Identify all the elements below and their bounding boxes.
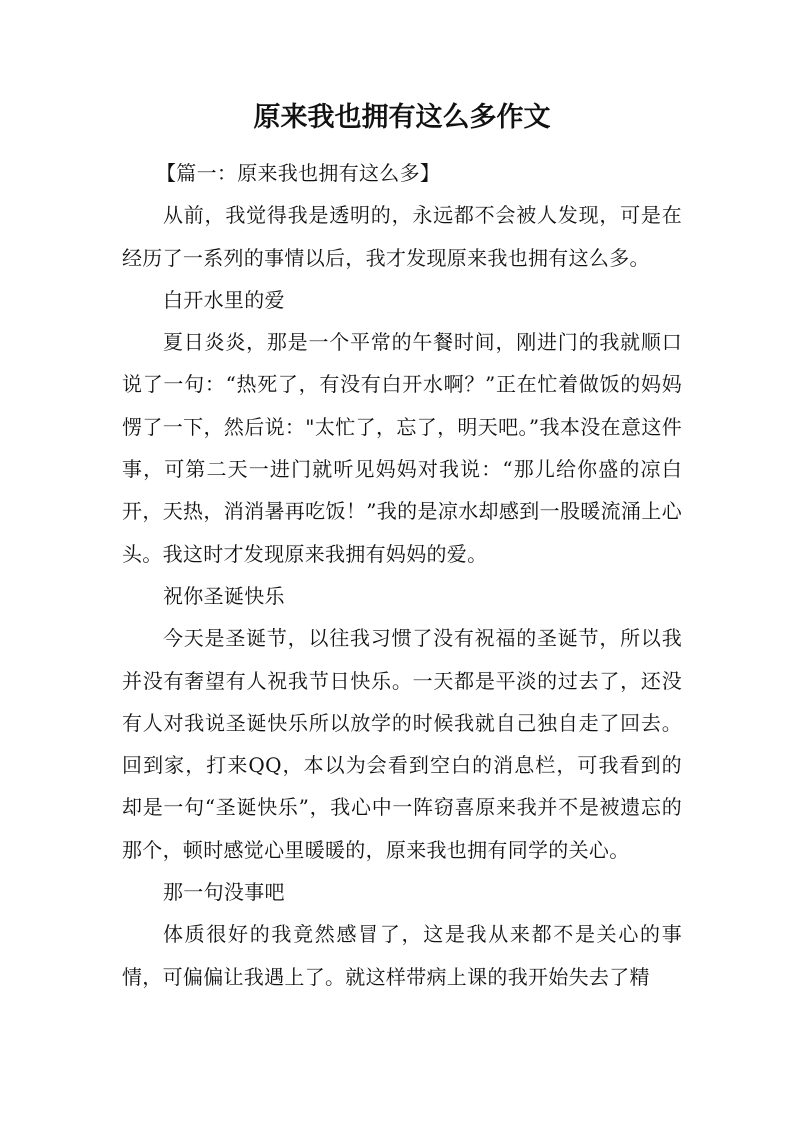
subheading-white-water: 白开水里的爱 — [163, 287, 285, 312]
body-paragraph: 夏日炎炎，那是一个平常的午餐时间，刚进门的我就顺口说了一句：“热死了，有没有白开水啊？”正在忙着做饭的妈妈愣了一下，然后说："太忙了，忘了，明天吧。”我本没在意这件事，可第二天一进门就听见妈妈对我说：“那儿给你盛的凉白开，天热，消消暑再吃饭！”我的是凉水却感到一股暖流涌上心头。我这时才发现原来我拥有妈妈的爱。 — [122, 330, 682, 566]
document-title: 原来我也拥有这么多作文 — [253, 102, 551, 133]
body-paragraph: 今天是圣诞节，以往我习惯了没有祝福的圣诞节，所以我并没有奢望有人祝我节日快乐。一天都是平淡的过去了，还没有人对我说圣诞快乐所以放学的时候我就自己独自走了回去。回到家，打来QQ，本以为会看到空白的消息栏，可我看到的却是一句“圣诞快乐”，我心中一阵窃喜原来我并不是被遗忘的那个，顿时感觉心里暖暖的，原来我也拥有同学的关心。 — [122, 626, 682, 862]
section-label: 【篇一：原来我也拥有这么多】 — [156, 161, 441, 185]
subheading-are-you-ok: 那一句没事吧 — [163, 880, 285, 905]
document-body — [122, 152, 682, 998]
subheading-merry-christmas: 祝你圣诞快乐 — [163, 583, 285, 608]
body-paragraph: 体质很好的我竟然感冒了，这是我从来都不是关心的事情，可偏偏让我遇上了。就这样带病上课的我开始失去了精 — [122, 922, 682, 989]
body-paragraph: 从前，我觉得我是透明的，永远都不会被人发现，可是在经历了一系列的事情以后，我才发现原来我也拥有这么多。 — [122, 203, 682, 270]
